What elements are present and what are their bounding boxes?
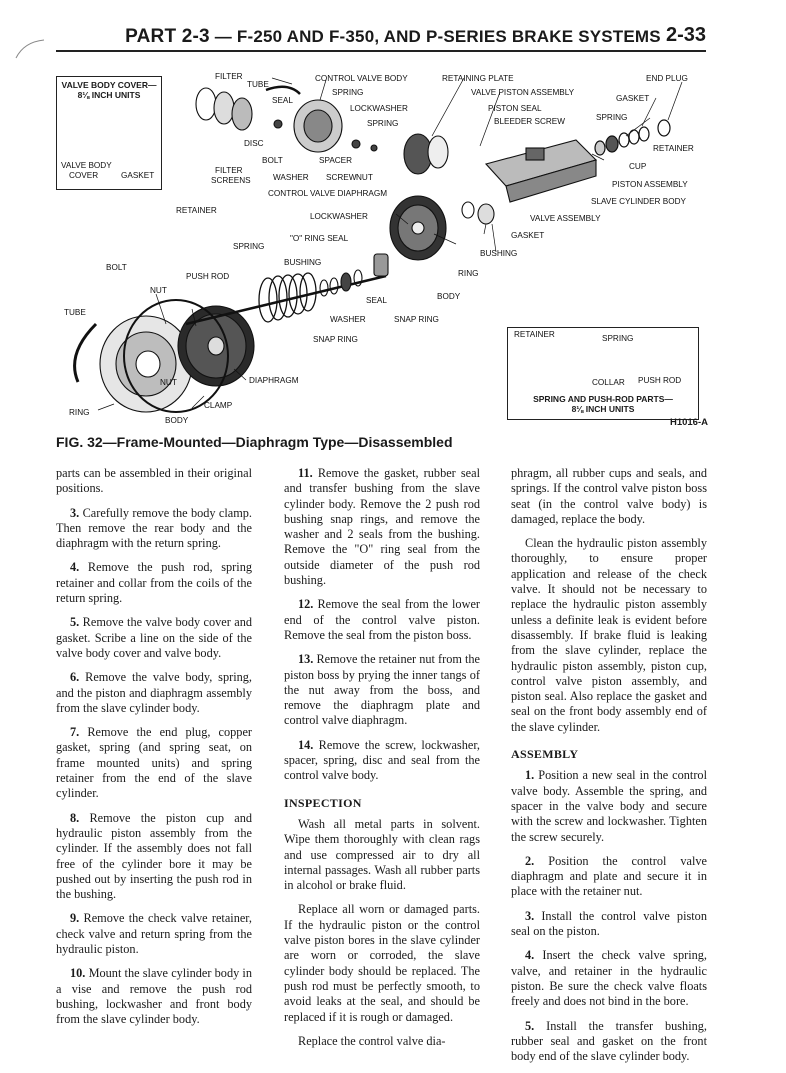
step-text: Remove the check valve retainer, check valve and return spring from the hydraulic piston.	[56, 911, 252, 957]
label-body-mid: BODY	[437, 292, 461, 301]
step-text: Remove the gasket, rubber seal and transfer bushing from the slave cylinder body. Remove the 2 push rod bushing snap rings, and remove the washer and 2 seals from the bushing. Remove the "O" ring seal from the outside diameter of the push rod bushing.	[284, 466, 481, 588]
step-number: 5.	[70, 615, 80, 630]
label-end-plug: END PLUG	[646, 74, 688, 83]
step-number: 4.	[525, 948, 535, 963]
label-valve-piston-assembly: VALVE PISTON ASSEMBLY	[471, 88, 575, 97]
inset-label-push-rod: PUSH ROD	[638, 376, 682, 385]
step-paragraph	[56, 560, 252, 606]
step-number: 13.	[298, 652, 314, 667]
label-gasket-mid: GASKET	[511, 231, 545, 240]
label-bushing-right: BUSHING	[480, 249, 518, 258]
step-number: 2.	[525, 853, 535, 868]
label-retainer-left: RETAINER	[176, 206, 217, 215]
label-gasket-top: GASKET	[616, 94, 650, 103]
inset-title	[61, 80, 157, 100]
step-paragraph	[56, 506, 252, 552]
label-clamp: CLAMP	[204, 401, 233, 410]
step-text: Insert the check valve spring, valve, and retainer in the hydraulic piston. Be sure the check valve floats freely and does not bind in the bore.	[511, 948, 707, 1009]
inset-label-spring: SPRING	[602, 334, 634, 343]
step-number: 1.	[525, 768, 535, 783]
step-number: 3.	[525, 908, 535, 923]
label-bolt-top: BOLT	[262, 156, 283, 165]
step-paragraph	[511, 909, 707, 940]
step-number: 3.	[70, 505, 80, 520]
step-text: Install the transfer bushing, rubber seal and gasket on the front body end of the slave cylinder body.	[511, 1018, 707, 1064]
step-text: Install the control valve piston seal on the piston.	[511, 908, 707, 939]
step-number: 8.	[70, 810, 80, 825]
label-seal-mid: SEAL	[366, 296, 387, 305]
inset-caption-line2: 8⅛ INCH UNITS	[571, 404, 635, 414]
step-paragraph	[56, 966, 252, 1027]
label-retaining-plate: RETAINING PLATE	[442, 74, 514, 83]
step-text: Position a new seal in the control valve body. Assemble the spring, and spacer in the valve body and secure with the screw and lockwasher. Tighten the screw securely.	[511, 768, 707, 844]
page-number: 2-33	[665, 24, 706, 46]
label-spring-left: SPRING	[233, 242, 265, 251]
label-body-low: BODY	[165, 416, 189, 425]
label-push-rod: PUSH ROD	[186, 272, 230, 281]
section-heading-assembly: ASSEMBLY	[511, 747, 579, 762]
step-text: Remove the push rod, spring retainer and collar from the coils of the return spring.	[56, 560, 252, 606]
step-paragraph	[511, 1019, 707, 1065]
step-paragraph	[284, 738, 480, 784]
label-tube-top: TUBE	[247, 80, 269, 89]
label-cover: COVER	[69, 171, 99, 180]
paragraph: Replace all worn or damaged parts. If the hydraulic piston or the control valve piston bores in the slave cylinder are worn or corroded, the slave cylinder body should be replaced. The push rod must be perfectly smooth, to avoid leaks at the seal, and should be replaced if it is rough or damaged.	[284, 902, 480, 1024]
step-paragraph	[511, 768, 707, 844]
label-filter-screens-2: SCREENS	[211, 176, 251, 185]
label-seal-top: SEAL	[272, 96, 293, 105]
label-snap-ring-right: SNAP RING	[394, 315, 439, 324]
label-bolt-left: BOLT	[106, 263, 127, 272]
label-filter-screens-1: FILTER	[215, 166, 243, 175]
label-nut-top: NUT	[356, 173, 373, 182]
step-text: Remove the end plug, copper gasket, spring (and spring seat, on frame mounted units) and spring retainer from the end of the slave cylinder.	[56, 725, 252, 801]
step-text: Position the control valve diaphragm and plate and secure it in place with the retainer nut.	[511, 853, 708, 899]
paragraph: Clean the hydraulic piston assembly thoroughly, to ensure proper application and release of the check valve. It should not be necessary to replace the hydraulic piston assembly unless a definite leak is evident before disassembly. If brake fluid is leaking from the slave cylinder, replace the hydraulic piston assembly, piston cup, control valve piston assembly, and piston seal. Also replace the gasket and seal on the front body assembly end of the slave cylinder.	[511, 536, 707, 734]
inset-caption	[508, 394, 698, 414]
label-ring-low: RING	[69, 408, 90, 417]
inset-caption-line1: SPRING AND PUSH-ROD PARTS—	[533, 394, 673, 404]
step-text: Remove the piston cup and hydraulic piston assembly from the cylinder. If the assembly does not fall free of the cylinder bore it may be pushed out by inserting the push rod in the bushing.	[56, 810, 253, 902]
step-number: 6.	[70, 670, 80, 685]
label-spring-mid: SPRING	[367, 119, 399, 128]
label-control-valve-body: CONTROL VALVE BODY	[315, 74, 408, 83]
header-section-title: F-250 AND F-350, AND P-SERIES BRAKE SYSTEMS	[236, 27, 661, 46]
label-valve-assembly: VALVE ASSEMBLY	[530, 214, 601, 223]
label-nut-left: NUT	[150, 286, 167, 295]
spring-push-rod-inset	[507, 327, 699, 420]
step-text: Remove the valve body cover and gasket. Scribe a line on the side of the valve body cover and valve body.	[56, 615, 252, 660]
label-bushing-mid: BUSHING	[284, 258, 322, 267]
step-text: Remove the seal from the lower end of the control valve piston. Remove the seal from the piston boss.	[284, 597, 481, 642]
label-spring-top: SPRING	[332, 88, 364, 97]
label-spacer: SPACER	[319, 156, 353, 165]
step-paragraph	[56, 911, 252, 957]
paragraph: Replace the control valve dia-	[298, 1033, 446, 1048]
step-number: 5.	[525, 1018, 535, 1033]
label-lockwasher-mid: LOCKWASHER	[310, 212, 368, 221]
text-column-2	[284, 466, 480, 1058]
paragraph: parts can be assembled in their original positions.	[56, 466, 252, 496]
step-text: Remove the valve body, spring, and the piston and diaphragm assembly from the slave cylinder body.	[56, 670, 252, 715]
label-snap-ring-low: SNAP RING	[313, 335, 358, 344]
step-text: Mount the slave cylinder body in a vise and remove the push rod bushing, lockwasher and front body from the slave cylinder body.	[56, 966, 253, 1027]
step-paragraph	[56, 811, 252, 903]
label-slave-cylinder-body: SLAVE CYLINDER BODY	[591, 197, 686, 206]
step-number: 9.	[70, 911, 80, 926]
step-text: Remove the retainer nut from the piston boss by prying the inner tangs of the nut away from the boss, and remove the diaphragm plate and control valve diaphragm.	[284, 652, 481, 728]
label-washer-mid: WASHER	[330, 315, 366, 324]
label-screw: SCREW	[326, 173, 357, 182]
label-retainer-right: RETAINER	[653, 144, 694, 153]
label-tube-left: TUBE	[64, 308, 86, 317]
step-number: 14.	[298, 737, 314, 752]
label-ring-mid: RING	[458, 269, 479, 278]
step-paragraph	[56, 670, 252, 716]
label-cup: CUP	[629, 162, 647, 171]
label-lockwasher-top: LOCKWASHER	[350, 104, 408, 113]
header-rule	[56, 50, 706, 52]
label-nut-low: NUT	[160, 378, 177, 387]
step-text: Remove the screw, lockwasher, spacer, spring, disc and seal from the control valve body.	[284, 737, 480, 783]
label-control-valve-diaphragm: CONTROL VALVE DIAPHRAGM	[268, 189, 388, 198]
header-part: PART 2-3	[125, 26, 210, 47]
label-bleeder-screw: BLEEDER SCREW	[494, 117, 565, 126]
text-column-1	[56, 466, 252, 1037]
figure-caption: FIG. 32—Frame-Mounted—Diaphragm Type—Disassembled	[56, 434, 453, 450]
label-disc: DISC	[244, 139, 264, 148]
label-valve-body: VALVE BODY	[61, 161, 112, 170]
label-washer-top: WASHER	[273, 173, 309, 182]
header-dash: —	[214, 27, 232, 46]
inset-label-retainer: RETAINER	[514, 330, 555, 339]
step-text: Carefully remove the body clamp. Then remove the rear body and the diaphragm with the return spring.	[56, 505, 252, 551]
label-gasket-inset: GASKET	[121, 171, 155, 180]
step-paragraph	[56, 615, 252, 661]
step-paragraph	[284, 466, 480, 588]
page-header	[0, 22, 786, 52]
valve-body-cover-inset	[56, 76, 162, 190]
label-piston-assembly: PISTON ASSEMBLY	[612, 180, 688, 189]
step-number: 12.	[298, 597, 314, 612]
inset-label-collar: COLLAR	[592, 378, 625, 387]
step-paragraph	[284, 652, 480, 728]
inset-title-line1: VALVE BODY COVER—	[61, 80, 157, 90]
label-o-ring-seal: "O" RING SEAL	[290, 234, 349, 243]
step-paragraph	[56, 725, 252, 801]
text-column-3	[511, 466, 707, 1073]
step-paragraph	[511, 854, 707, 900]
section-heading-inspection: INSPECTION	[284, 795, 362, 810]
exploded-view-figure	[56, 64, 706, 430]
step-number: 11.	[298, 466, 313, 480]
step-number: 7.	[70, 725, 80, 740]
inset-title-line2: 8⅛ INCH UNITS	[77, 90, 141, 100]
step-number: 4.	[70, 560, 80, 575]
label-filter: FILTER	[215, 72, 243, 81]
step-paragraph	[284, 597, 480, 643]
label-diaphragm: DIAPHRAGM	[249, 376, 299, 385]
label-spring-right: SPRING	[596, 113, 628, 122]
figure-code: H1016-A	[669, 417, 708, 428]
step-paragraph	[511, 948, 707, 1009]
paragraph: phragm, all rubber cups and seals, and springs. If the control valve piston boss seat (in the control valve body) is damaged, replace the body.	[511, 466, 707, 526]
label-piston-seal: PISTON SEAL	[488, 104, 542, 113]
step-number: 10.	[70, 966, 86, 981]
paragraph: Wash all metal parts in solvent. Wipe them thoroughly with clean rags and use compressed air to dry all internal passages. Wash all rubber parts in alcohol or brake fluid.	[284, 816, 480, 893]
